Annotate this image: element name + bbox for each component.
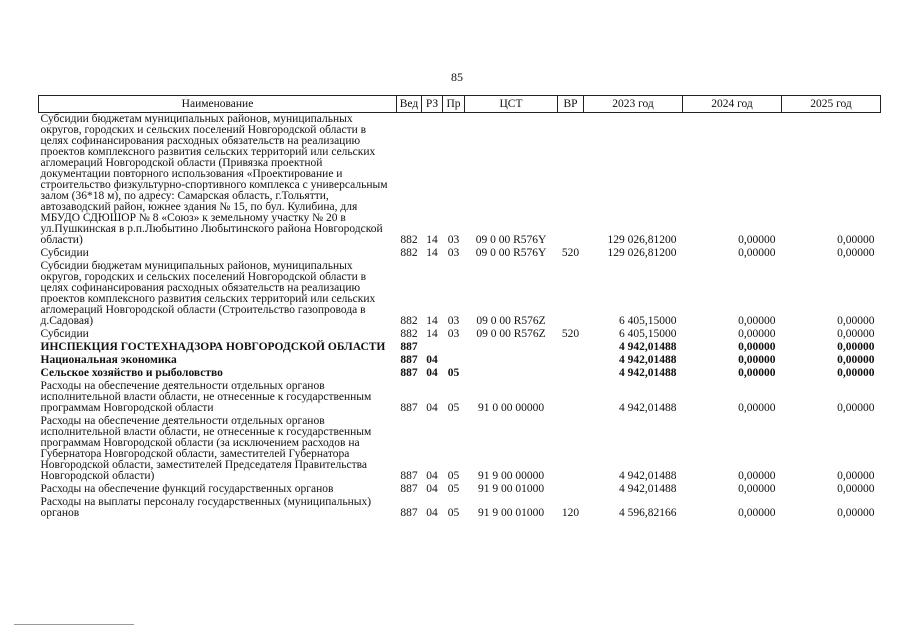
row-2025: 0,00000 [837, 367, 875, 379]
row-cst: 09 0 00 R576Z [476, 328, 546, 340]
row-pr: 05 [447, 367, 460, 379]
table-row [39, 328, 881, 341]
row-vr [558, 380, 584, 415]
row-ved: 887 [400, 470, 418, 482]
row-pr: 03 [447, 234, 460, 246]
row-2025: 0,00000 [837, 483, 875, 495]
row-cst [465, 341, 558, 354]
row-2023: 4 942,01488 [619, 470, 677, 482]
row-vr [558, 483, 584, 496]
row-pr: 05 [447, 402, 460, 414]
row-cst: 91 9 00 01000 [477, 507, 545, 519]
header-name: Наименование [39, 96, 397, 113]
row-vr: 520 [561, 247, 580, 259]
row-rz: 04 [426, 507, 438, 519]
row-ved: 887 [400, 402, 418, 414]
row-ved: 887 [400, 341, 418, 353]
row-2024: 0,00000 [738, 507, 776, 519]
row-pr: 05 [447, 483, 460, 495]
row-2023: 6 405,15000 [619, 328, 677, 340]
row-2024: 0,00000 [738, 341, 776, 353]
row-rz: 14 [426, 247, 438, 259]
row-ved: 882 [400, 234, 418, 246]
row-cst: 91 9 00 00000 [477, 470, 545, 482]
table-row [39, 354, 881, 367]
row-2024: 0,00000 [738, 402, 776, 414]
row-2025: 0,00000 [837, 507, 875, 519]
row-2024: 0,00000 [738, 234, 776, 246]
row-2023: 4 942,01488 [619, 354, 677, 366]
row-vr [558, 341, 584, 354]
row-2024: 0,00000 [738, 315, 776, 327]
row-rz: 04 [426, 367, 438, 379]
row-pr: 05 [447, 470, 460, 482]
header-2023: 2023 год [584, 96, 683, 113]
header-row [39, 96, 881, 113]
row-rz: 04 [426, 402, 438, 414]
table-row [39, 496, 881, 520]
row-2025: 0,00000 [837, 234, 875, 246]
row-name: Субсидии бюджетам муниципальных районов, муниципальных округов, городских и сельских поселений Новгородской области в целях софинансирования расходных обязательств на реализацию проектов комплексного развития сельских территорий или сельских агломераций Новгородской области (Строительство газопровода в д.Садовая) [40, 260, 376, 327]
row-2025: 0,00000 [837, 354, 875, 366]
row-rz: 04 [426, 470, 438, 482]
header-rz: РЗ [422, 96, 443, 113]
row-rz [422, 341, 443, 354]
table-row [39, 367, 881, 380]
row-name: Расходы на обеспечение деятельности отдельных органов исполнительной власти области, не отнесенные к государственным программам Новгородской области (за исключением расходов на Губернатора Новгородской области, заместителей Губернатора Новгородской области, заместителей Председателя Правительства Новгородской области) [40, 415, 372, 482]
table-row [39, 341, 881, 354]
row-cst: 09 0 00 R576Y [475, 234, 547, 246]
header-pr: Пр [443, 96, 465, 113]
row-2023: 4 942,01488 [619, 341, 677, 353]
row-vr [558, 113, 584, 248]
row-2024: 0,00000 [738, 483, 776, 495]
table-row [39, 483, 881, 496]
row-vr [558, 260, 584, 328]
row-2025: 0,00000 [837, 328, 875, 340]
row-vr [558, 354, 584, 367]
row-ved: 887 [400, 507, 418, 519]
row-cst: 09 0 00 R576Z [476, 315, 546, 327]
row-2023: 4 942,01488 [619, 483, 677, 495]
row-vr: 120 [561, 507, 580, 519]
header-ved: Вед [397, 96, 422, 113]
footer-rule [14, 624, 134, 625]
page-number: 85 [451, 70, 463, 84]
row-pr: 03 [447, 247, 460, 259]
row-ved: 887 [400, 367, 418, 379]
row-name: Расходы на выплаты персоналу государственных (муниципальных) органов [40, 496, 372, 519]
row-name: Национальная экономика [40, 354, 177, 366]
table-body [39, 113, 881, 521]
row-vr: 520 [561, 328, 580, 340]
header-2025: 2025 год [782, 96, 881, 113]
row-ved: 887 [400, 483, 418, 495]
row-ved: 882 [400, 315, 418, 327]
header-cst: ЦСТ [465, 96, 558, 113]
row-name: Субсидии [40, 328, 89, 340]
row-2025: 0,00000 [837, 402, 875, 414]
row-2023: 4 942,01488 [619, 367, 677, 379]
table-row [39, 380, 881, 415]
header-vr: ВР [558, 96, 584, 113]
row-2024: 0,00000 [738, 328, 776, 340]
row-2023: 6 405,15000 [619, 315, 677, 327]
row-name: Субсидии бюджетам муниципальных районов, муниципальных округов, городских и сельских поселений Новгородской области в целях софинансирования расходных обязательств на реализацию проектов комплексного развития сельских территорий или сельских агломераций Новгородской области (Привязка проектной документации повторного использования «Проектирование и строительство физкультурно-спортивного комплекса с универсальным залом (36*18 м), по адресу: Самарская область, г.Тольятти, автозаводский район, южнее здания № 15, по бул. Кулибина, для МБУДО СДЮШОР № 8 «Союз» к земельному участку № 20 в ул.Пушкинская в р.п.Любытино Любытинского района Новгородской области) [40, 113, 388, 246]
row-pr: 05 [447, 507, 460, 519]
row-2024: 0,00000 [738, 367, 776, 379]
row-pr: 03 [447, 315, 460, 327]
row-pr [443, 341, 465, 354]
row-cst: 91 0 00 00000 [477, 402, 545, 414]
header-2024: 2024 год [683, 96, 782, 113]
row-name: Субсидии [40, 247, 89, 259]
row-ved: 882 [400, 328, 418, 340]
row-name: Расходы на обеспечение функций государственных органов [40, 483, 334, 495]
row-pr [443, 354, 465, 367]
row-ved: 882 [400, 247, 418, 259]
row-2025: 0,00000 [837, 315, 875, 327]
row-2024: 0,00000 [738, 470, 776, 482]
row-2025: 0,00000 [837, 247, 875, 259]
row-2024: 0,00000 [738, 354, 776, 366]
table-row [39, 247, 881, 260]
row-2023: 4 596,82166 [619, 507, 677, 519]
row-rz: 14 [426, 234, 438, 246]
row-2025: 0,00000 [837, 470, 875, 482]
row-vr [558, 415, 584, 483]
row-rz: 04 [426, 483, 438, 495]
row-2023: 4 942,01488 [619, 402, 677, 414]
row-rz: 14 [426, 328, 438, 340]
table-row [39, 113, 881, 248]
row-cst [465, 367, 558, 380]
budget-table [38, 95, 881, 520]
row-2023: 129 026,81200 [607, 247, 677, 259]
row-cst: 09 0 00 R576Y [475, 247, 547, 259]
row-rz: 14 [426, 315, 438, 327]
row-name: Расходы на обеспечение деятельности отдельных органов исполнительной власти области, не отнесенные к государственным программам Новгородской области [40, 380, 372, 414]
row-cst [465, 354, 558, 367]
row-name: ИНСПЕКЦИЯ ГОСТЕХНАДЗОРА НОВГОРОДСКОЙ ОБЛАСТИ [40, 341, 386, 353]
row-rz: 04 [426, 354, 438, 366]
row-2025: 0,00000 [837, 341, 875, 353]
row-2024: 0,00000 [738, 247, 776, 259]
table-row [39, 260, 881, 328]
row-vr [558, 367, 584, 380]
row-ved: 887 [400, 354, 418, 366]
row-name: Сельское хозяйство и рыболовство [40, 367, 223, 379]
row-cst: 91 9 00 01000 [477, 483, 545, 495]
row-pr: 03 [447, 328, 460, 340]
row-2023: 129 026,81200 [607, 234, 677, 246]
table-row [39, 415, 881, 483]
